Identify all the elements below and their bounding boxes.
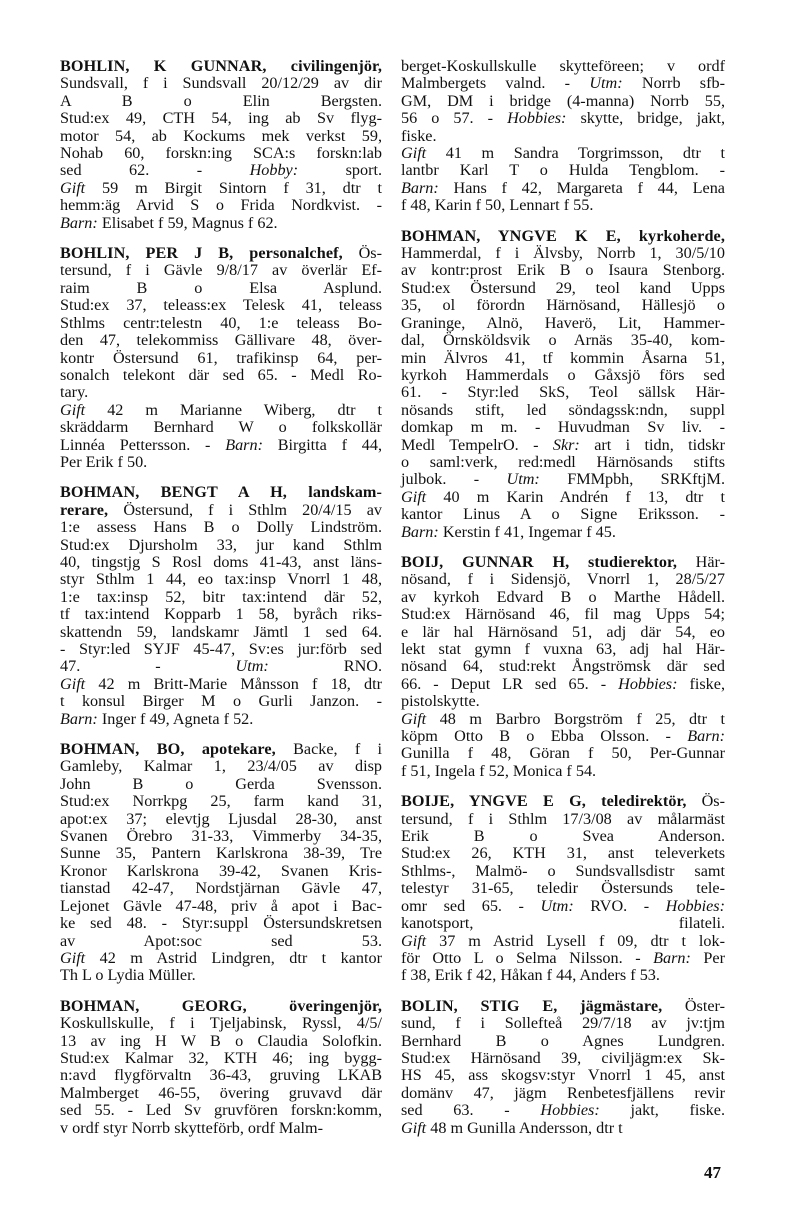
- text-line: [401, 693, 725, 710]
- text-line: [60, 793, 382, 810]
- field-label: Gift: [60, 178, 86, 197]
- text-line: [60, 297, 382, 314]
- text-segment: Kronor Karlskrona 39-42, Svanen Kris-: [60, 861, 382, 880]
- text-line: [60, 998, 382, 1015]
- text-segment: Per: [690, 948, 725, 967]
- entry-heading: BOHMAN, BENGT A H, landskam-: [60, 483, 382, 502]
- text-line: [60, 1085, 382, 1102]
- field-label: Barn:: [653, 948, 691, 967]
- text-segment: 61. - Styr:led SkS, Teol sällsk Här-: [401, 383, 725, 402]
- text-segment: av Apot:soc sed 53.: [60, 931, 382, 950]
- field-label: Hobbies:: [618, 674, 678, 693]
- text-segment: Elisabet f 59, Magnus f 62.: [97, 213, 278, 232]
- text-line: [401, 624, 725, 641]
- text-line: [401, 658, 725, 675]
- text-segment: Sunne 35, Pantern Karlskrona 38-39, Tre: [60, 844, 382, 863]
- text-segment: 41 m Sandra Torgrimsson, dtr t: [426, 144, 725, 163]
- field-label: Gift: [401, 487, 427, 506]
- text-line: [60, 1015, 382, 1032]
- text-line: [60, 128, 382, 145]
- text-line: [60, 454, 382, 471]
- text-line: [60, 537, 382, 554]
- text-segment: tf tax:intend Kopparb 1 58, byråch riks-: [60, 605, 382, 624]
- field-label: Gift: [401, 709, 427, 728]
- entry: [60, 58, 382, 232]
- text-line: [401, 315, 725, 332]
- text-line: [401, 933, 725, 950]
- entry: [60, 245, 382, 471]
- text-segment: tersund, f i Sthlm 17/3/08 av målarmäst: [401, 809, 725, 828]
- text-line: [401, 402, 725, 419]
- text-segment: den 47, telekommiss Gällivare 48, över-: [60, 331, 382, 350]
- text-line: [60, 554, 382, 571]
- text-segment: Ös-: [342, 244, 382, 263]
- field-label: Barn:: [401, 522, 439, 541]
- text-segment: raim B o Elsa Asplund.: [60, 278, 382, 297]
- text-segment: Stud:ex Kalmar 32, KTH 46; ing bygg-: [60, 1048, 382, 1067]
- field-label: Barn:: [401, 178, 439, 197]
- text-segment: omr sed 65. -: [401, 896, 541, 915]
- entry: [60, 741, 382, 985]
- text-segment: RNO.: [268, 657, 382, 676]
- text-line: [60, 1067, 382, 1084]
- text-line: [401, 898, 725, 915]
- text-segment: Koskullskulle, f i Tjeljabinsk, Ryssl, 4/5/: [60, 1014, 382, 1033]
- text-line: [60, 950, 382, 967]
- text-line: [60, 93, 382, 110]
- field-label: Hobbies:: [665, 896, 725, 915]
- field-label: Gift: [60, 400, 86, 419]
- text-line: [401, 350, 725, 367]
- text-segment: berget-Koskullskulle skytteföreen; v ordf: [401, 57, 725, 75]
- text-line: [401, 676, 725, 693]
- text-segment: hemm:äg Arvid S o Frida Nordkvist. -: [60, 196, 382, 215]
- text-segment: A B o Elin Bergsten.: [60, 91, 382, 110]
- text-line: [401, 489, 725, 506]
- text-segment: Svanen Örebro 31-33, Vimmerby 34-35,: [60, 827, 382, 846]
- text-line: [60, 245, 382, 262]
- entry: [60, 998, 382, 1137]
- text-segment: Malmberget 46-55, övering gruvavd där: [60, 1083, 382, 1102]
- text-segment: Stud:ex Norrkpg 25, farm kand 31,: [60, 792, 382, 811]
- text-segment: Här-: [677, 552, 725, 571]
- text-segment: nösand, f i Sidensjö, Vnorrl 1, 28/5/27: [401, 570, 725, 589]
- text-segment: art i tidn, tidskr: [579, 435, 725, 454]
- entry-heading: BOHMAN, BO, apotekare,: [60, 740, 276, 759]
- text-segment: - Styr:led SYJF 45-47, Sv:es jur:förb sed: [60, 640, 382, 658]
- text-line: [401, 845, 725, 862]
- text-segment: GM, DM i bridge (4-manna) Norrb 55,: [401, 91, 725, 110]
- text-segment: Stud:ex Djursholm 33, jur kand Sthlm: [60, 535, 382, 554]
- text-line: [60, 315, 382, 332]
- text-segment: Gunilla f 48, Göran f 50, Per-Gunnar: [401, 744, 725, 763]
- field-label: Gift: [60, 674, 86, 693]
- text-segment: John B o Gerda Svensson.: [60, 774, 382, 793]
- text-segment: motor 54, ab Kockums mek verkst 59,: [60, 126, 382, 145]
- text-line: [60, 933, 382, 950]
- text-line: [60, 1050, 382, 1067]
- text-line: [60, 437, 382, 454]
- text-line: [401, 228, 725, 245]
- field-label: Barn:: [60, 709, 98, 728]
- text-line: [60, 571, 382, 588]
- text-line: [60, 863, 382, 880]
- text-segment: fiske.: [401, 126, 437, 145]
- text-segment: kantor Linus A o Signe Eriksson. -: [401, 505, 725, 524]
- right-column: [401, 58, 725, 1150]
- text-line: [401, 197, 725, 214]
- text-line: [401, 58, 725, 75]
- text-segment: skräddarm Bernhard W o folkskollär: [60, 418, 382, 437]
- text-line: [401, 950, 725, 967]
- text-segment: Sundsvall, f i Sundsvall 20/12/29 av dir: [60, 74, 382, 93]
- text-line: [401, 763, 725, 780]
- text-segment: 40 m Karin Andrén f 13, dtr t: [426, 487, 725, 506]
- text-segment: Backe, f i: [275, 740, 382, 759]
- text-line: [401, 128, 725, 145]
- text-line: [401, 454, 725, 471]
- text-segment: Stud:ex Härnösand 46, fil mag Upps 54;: [401, 605, 725, 624]
- text-line: [60, 711, 382, 728]
- field-label: Hobbies:: [540, 1101, 600, 1120]
- text-line: [60, 145, 382, 162]
- text-segment: sund, f i Sollefteå 29/7/18 av jv:tjm: [401, 1014, 725, 1033]
- text-line: [401, 1015, 725, 1032]
- field-label: Hobby:: [249, 161, 299, 180]
- text-line: [60, 828, 382, 845]
- text-line: [401, 606, 725, 623]
- text-segment: domkap m m. - Huvudman Sv liv. -: [401, 418, 725, 437]
- text-segment: Sthlms centr:telestn 40, 1:e teleass Bo-: [60, 313, 382, 332]
- text-line: [401, 419, 725, 436]
- field-label: Utm:: [506, 470, 540, 489]
- entry-heading: BOIJ, GUNNAR H, studierektor,: [401, 552, 678, 571]
- text-line: [60, 624, 382, 641]
- text-line: [60, 384, 382, 401]
- text-segment: ke sed 48. - Styr:suppl Östersundskretsen: [60, 914, 382, 933]
- text-line: [401, 110, 725, 127]
- field-label: Utm:: [235, 657, 269, 676]
- text-segment: Stud:ex 49, CTH 54, ing ab Sv flyg-: [60, 109, 382, 128]
- text-line: [401, 367, 725, 384]
- text-line: [60, 606, 382, 623]
- text-segment: Nohab 60, forskn:ing SCA:s forskn:lab: [60, 144, 382, 163]
- text-line: [401, 437, 725, 454]
- field-label: Utm:: [540, 896, 574, 915]
- text-line: [60, 402, 382, 419]
- text-segment: 13 av ing H W B o Claudia Solofkin.: [60, 1031, 382, 1050]
- text-segment: 40, tingstjg S Rosl doms 41-43, anst läns-: [60, 552, 382, 571]
- page-number: 47: [704, 1163, 721, 1182]
- text-line: [401, 145, 725, 162]
- text-segment: 56 o 57. -: [401, 109, 508, 128]
- text-line: [60, 1102, 382, 1119]
- text-segment: Graninge, Alnö, Haverö, Lit, Hammer-: [401, 313, 725, 332]
- entry-heading: BOHLIN, K GUNNAR, civilingenjör,: [60, 57, 382, 75]
- left-column: [60, 58, 382, 1150]
- field-label: Barn:: [687, 727, 725, 746]
- text-line: [60, 758, 382, 775]
- text-line: [60, 915, 382, 932]
- text-line: [401, 262, 725, 279]
- field-label: Utm:: [589, 74, 623, 93]
- text-line: [60, 519, 382, 536]
- text-line: [401, 384, 725, 401]
- text-line: [401, 745, 725, 762]
- text-segment: Kerstin f 41, Ingemar f 45.: [438, 522, 616, 541]
- text-line: [60, 162, 382, 179]
- text-segment: julbok. -: [401, 470, 507, 489]
- entry: [401, 793, 725, 984]
- text-segment: Per Erik f 50.: [60, 452, 148, 471]
- entry-heading: BOLIN, STIG E, jägmästare,: [401, 996, 663, 1015]
- text-segment: HS 45, ass skogsv:styr Vnorrl 1 45, anst: [401, 1066, 725, 1085]
- text-line: [60, 215, 382, 232]
- text-line: [401, 554, 725, 571]
- text-segment: 1:e tax:insp 52, bitr tax:intend där 52,: [60, 587, 382, 606]
- text-line: [60, 180, 382, 197]
- text-segment: Erik B o Svea Anderson.: [401, 827, 725, 846]
- text-line: [60, 280, 382, 297]
- field-label: Barn:: [60, 213, 98, 232]
- text-segment: Th L o Lydia Müller.: [60, 966, 196, 985]
- text-segment: 35, ol förordn Härnösand, Hällesjö o: [401, 296, 725, 315]
- text-segment: styr Sthlm 1 44, eo tax:insp Vnorrl 1 48,: [60, 570, 382, 589]
- text-line: [60, 1033, 382, 1050]
- text-line: [60, 367, 382, 384]
- text-segment: FMMpbh, SRKftjM.: [539, 470, 725, 489]
- text-line: [401, 332, 725, 349]
- text-line: [401, 571, 725, 588]
- text-segment: sed 62. -: [60, 161, 250, 180]
- text-line: [60, 262, 382, 279]
- text-segment: av kyrkoh Edvard B o Marthe Hådell.: [401, 587, 725, 606]
- text-line: [401, 297, 725, 314]
- text-segment: v ordf styr Norrb skytteförb, ordf Malm-: [60, 1118, 323, 1137]
- text-line: [401, 998, 725, 1015]
- text-segment: 42 m Marianne Wiberg, dtr t: [85, 400, 382, 419]
- text-line: [60, 332, 382, 349]
- text-line: [60, 110, 382, 127]
- text-segment: Malmbergets valnd. -: [401, 74, 590, 93]
- entry: [401, 998, 725, 1137]
- text-line: [60, 967, 382, 984]
- text-segment: för Otto L o Selma Nilsson. -: [401, 948, 654, 967]
- field-label: Skr:: [552, 435, 580, 454]
- text-segment: sport.: [298, 161, 383, 180]
- text-segment: jakt, fiske.: [599, 1101, 725, 1120]
- text-line: [60, 641, 382, 658]
- text-segment: lantbr Karl T o Hulda Tengblom. -: [401, 161, 725, 180]
- text-line: [60, 658, 382, 675]
- text-segment: skytte, bridge, jakt,: [566, 109, 726, 128]
- text-segment: nösand 64, stud:rekt Ångströmsk där sed: [401, 657, 725, 676]
- text-segment: f 51, Ingela f 52, Monica f 54.: [401, 761, 597, 780]
- text-line: [60, 502, 382, 519]
- text-line: [60, 1120, 382, 1137]
- text-segment: kanotsport, filateli.: [401, 914, 725, 933]
- text-segment: min Älvros 41, tf kommin Åsarna 51,: [401, 348, 725, 367]
- text-segment: telestyr 31-65, teledir Östersunds tele-: [401, 879, 725, 898]
- text-line: [401, 1050, 725, 1067]
- text-segment: Stud:ex Östersund 29, teol kand Upps: [401, 278, 725, 297]
- text-segment: tersund, f i Gävle 9/8/17 av överlär Ef-: [60, 261, 382, 280]
- text-line: [401, 863, 725, 880]
- text-line: [401, 915, 725, 932]
- text-line: [401, 524, 725, 541]
- text-line: [60, 419, 382, 436]
- text-segment: sed 55. - Led Sv gruvfören forskn:komm,: [60, 1101, 382, 1120]
- text-segment: Norrb sfb-: [622, 74, 725, 93]
- text-segment: 42 m Britt-Marie Månsson f 18, dtr: [85, 674, 382, 693]
- text-segment: 48 m Gunilla Andersson, dtr t: [426, 1118, 623, 1137]
- text-line: [401, 1102, 725, 1119]
- text-segment: t konsul Birger M o Gurli Janzon. -: [60, 692, 382, 711]
- text-line: [401, 162, 725, 179]
- field-label: Gift: [401, 1118, 427, 1137]
- text-segment: domänv 47, jägm Renbetesfjällens revir: [401, 1083, 725, 1102]
- text-segment: Öster-: [662, 996, 725, 1015]
- entry-heading: BOIJE, YNGVE E G, teledirektör,: [401, 792, 687, 811]
- text-segment: skattendn 59, landskamr Jämtl 1 sed 64.: [60, 622, 382, 641]
- text-line: [60, 880, 382, 897]
- text-segment: av kontr:prost Erik B o Isaura Stenborg.: [401, 261, 725, 280]
- text-line: [60, 589, 382, 606]
- entry: [401, 58, 725, 215]
- text-segment: Stud:ex 37, teleass:ex Telesk 41, teleass: [60, 296, 382, 315]
- entry: [401, 554, 725, 780]
- text-segment: sonalch telekont där sed 65. - Medl Ro-: [60, 365, 382, 384]
- text-line: [401, 180, 725, 197]
- text-segment: Gamleby, Kalmar 1, 23/4/05 av disp: [60, 757, 382, 776]
- text-line: [401, 245, 725, 262]
- text-line: [401, 828, 725, 845]
- text-line: [60, 741, 382, 758]
- text-segment: pistolskytte.: [401, 692, 480, 711]
- text-line: [401, 728, 725, 745]
- text-line: [60, 75, 382, 92]
- field-label: Gift: [401, 931, 427, 950]
- text-line: [401, 471, 725, 488]
- text-segment: Medl TempelrO. -: [401, 435, 553, 454]
- text-segment: 66. - Deput LR sed 65. -: [401, 674, 619, 693]
- text-line: [60, 484, 382, 501]
- text-segment: tary.: [60, 383, 89, 402]
- text-segment: Lejonet Gävle 47-48, priv å apot i Bac-: [60, 896, 382, 915]
- text-segment: tianstad 42-47, Nordstjärnan Gävle 47,: [60, 879, 382, 898]
- text-line: [60, 845, 382, 862]
- text-segment: f 48, Karin f 50, Lennart f 55.: [401, 196, 594, 215]
- text-segment: Bernhard B o Agnes Lundgren.: [401, 1031, 725, 1050]
- text-segment: f 38, Erik f 42, Håkan f 44, Anders f 53.: [401, 966, 660, 985]
- text-segment: 37 m Astrid Lysell f 09, dtr t lok-: [426, 931, 725, 950]
- text-segment: kontr Östersund 61, trafikinsp 64, per-: [60, 348, 382, 367]
- text-segment: 59 m Birgit Sintorn f 31, dtr t: [85, 178, 382, 197]
- text-line: [60, 197, 382, 214]
- text-segment: Hammerdal, f i Älvsby, Norrb 1, 30/5/10: [401, 244, 725, 263]
- text-segment: RVO. -: [573, 896, 666, 915]
- text-line: [60, 898, 382, 915]
- text-line: [401, 711, 725, 728]
- text-segment: Birgitta f 44,: [262, 435, 382, 454]
- text-segment: apot:ex 37; elevtjg Ljusdal 28-30, anst: [60, 809, 382, 828]
- text-line: [401, 93, 725, 110]
- text-line: [401, 641, 725, 658]
- entry-heading: BOHLIN, PER J B, personalchef,: [60, 244, 343, 263]
- text-line: [60, 811, 382, 828]
- text-segment: Östersund, f i Sthlm 20/4/15 av: [108, 500, 382, 519]
- text-line: [401, 967, 725, 984]
- field-label: Gift: [401, 144, 427, 163]
- text-segment: n:avd flygförvaltn 36-43, gruving LKAB: [60, 1066, 382, 1085]
- text-segment: lekt stat gymn f vuxna 63, adj hal Här-: [401, 640, 725, 658]
- text-segment: köpm Otto B o Ebba Olsson. -: [401, 727, 688, 746]
- text-segment: Stud:ex 26, KTH 31, anst televerkets: [401, 844, 725, 863]
- text-segment: kyrkoh Hammerdals o Gåxsjö förs sed: [401, 365, 725, 384]
- text-line: [401, 1085, 725, 1102]
- field-label: Gift: [60, 948, 86, 967]
- text-segment: dal, Örnsköldsvik o Arnäs 35-40, kom-: [401, 331, 725, 350]
- text-segment: sed 63. -: [401, 1101, 541, 1120]
- text-segment: o saml:verk, red:medl Härnösands stifts: [401, 452, 725, 471]
- entry: [401, 228, 725, 541]
- text-segment: Inger f 49, Agneta f 52.: [97, 709, 254, 728]
- text-segment: Ös-: [686, 792, 725, 811]
- text-line: [401, 589, 725, 606]
- text-line: [401, 880, 725, 897]
- text-line: [401, 793, 725, 810]
- text-line: [60, 676, 382, 693]
- text-segment: Sthlms-, Malmö- o Sundsvallsdistr samt: [401, 861, 725, 880]
- text-segment: Stud:ex Härnösand 39, civiljägm:ex Sk-: [401, 1048, 725, 1067]
- entry: [60, 484, 382, 728]
- text-line: [401, 1067, 725, 1084]
- text-segment: 1:e assess Hans B o Dolly Lindström.: [60, 518, 382, 537]
- text-line: [60, 776, 382, 793]
- text-segment: Hans f 42, Margareta f 44, Lena: [438, 178, 725, 197]
- entry-heading: BOHMAN, GEORG, överingenjör,: [60, 996, 382, 1015]
- text-line: [401, 280, 725, 297]
- text-segment: fiske,: [677, 674, 726, 693]
- text-line: [401, 506, 725, 523]
- field-label: Barn:: [225, 435, 263, 454]
- text-line: [60, 350, 382, 367]
- entry-heading: BOHMAN, YNGVE K E, kyrkoherde,: [401, 226, 725, 245]
- text-segment: nösands stift, led söndagssk:ndn, suppl: [401, 400, 725, 419]
- text-segment: Linnéa Pettersson. -: [60, 435, 226, 454]
- entry-heading: rerare,: [60, 500, 109, 519]
- text-line: [401, 75, 725, 92]
- text-line: [401, 811, 725, 828]
- text-segment: 48 m Barbro Borgström f 25, dtr t: [426, 709, 725, 728]
- text-line: [60, 693, 382, 710]
- field-label: Hobbies:: [507, 109, 567, 128]
- text-segment: 42 m Astrid Lindgren, dtr t kantor: [85, 948, 382, 967]
- text-line: [401, 1033, 725, 1050]
- text-segment: e lär hal Härnösand 51, adj där 54, eo: [401, 622, 725, 641]
- text-line: [401, 1120, 725, 1137]
- text-line: [60, 58, 382, 75]
- text-segment: 47. -: [60, 657, 236, 676]
